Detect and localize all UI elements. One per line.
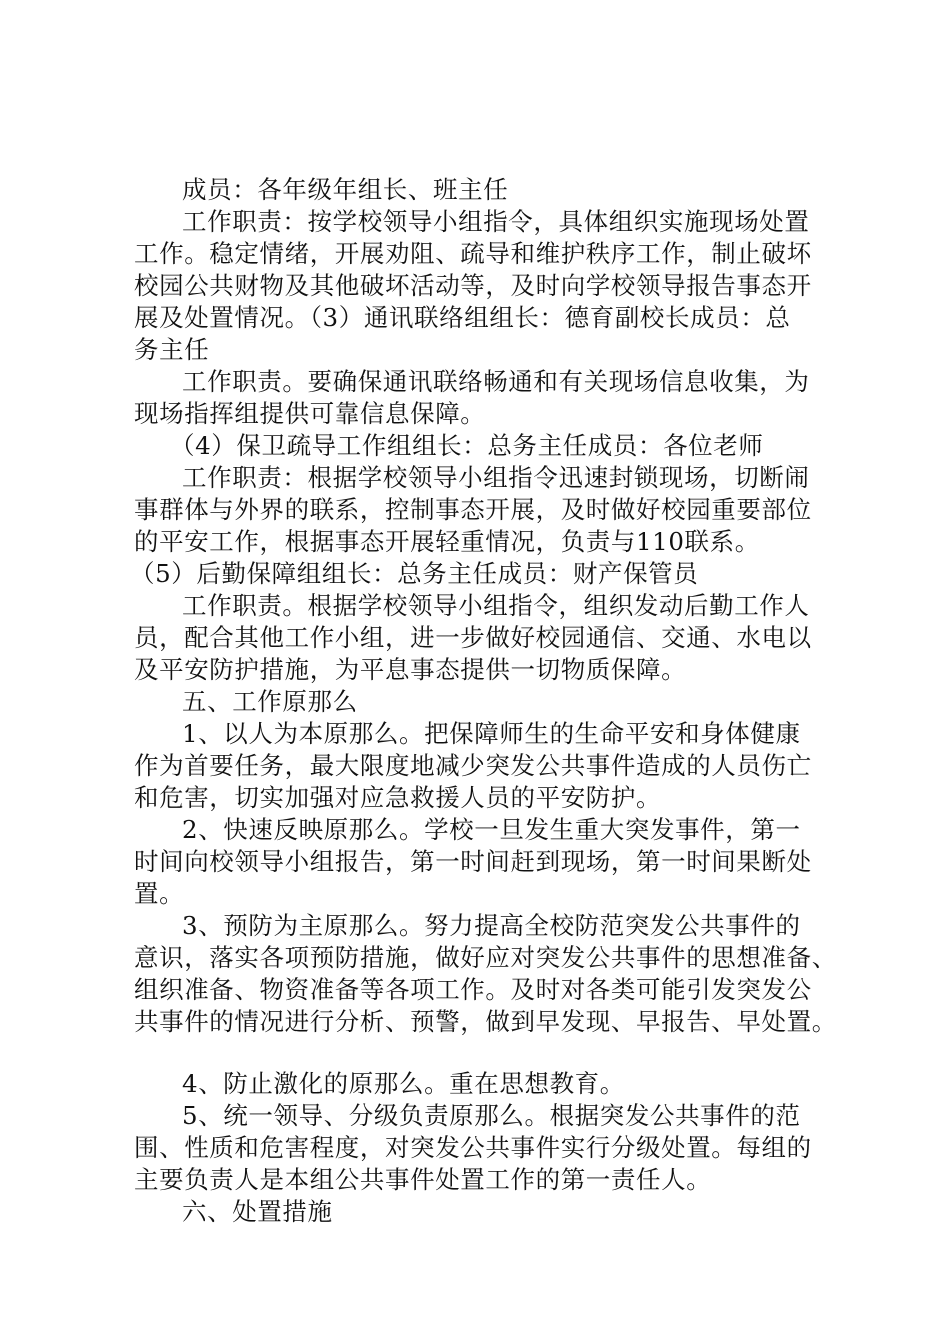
text-line-logistics-group: （5）后勤保障组组长：总务主任成员：财产保管员 (130, 559, 699, 588)
text-line-principle-4: 4、防止激化的原那么。重在思想教育。 (182, 1069, 625, 1098)
text-line-principle-5c: 主要负责人是本组公共事件处置工作的第一责任人。 (134, 1165, 712, 1194)
section-heading-measures: 六、处置措施 (182, 1197, 333, 1226)
text-line-principle-3c: 组织准备、物资准备等各项工作。及时对各类可能引发突发公 (134, 975, 812, 1004)
text-line-principle-2c: 置。 (134, 879, 185, 908)
text-line-members-1: 成员：各年级年组长、班主任 (182, 175, 509, 204)
text-line-security-duty-1: 工作职责：根据学校领导小组指令迅速封锁现场，切断闹 (182, 463, 810, 492)
text-line-principle-3b: 意识，落实各项预防措施，做好应对突发公共事件的思想准备、 (134, 943, 837, 972)
section-heading-principles: 五、工作原那么 (182, 687, 358, 716)
text-line-duty-1: 工作职责：按学校领导小组指令，具体组织实施现场处置 (182, 207, 810, 236)
text-line-logistics-duty-2: 员，配合其他工作小组，进一步做好校园通信、交通、水电以 (134, 623, 812, 652)
text-line-security-duty-2: 事群体与外界的联系，控制事态开展，及时做好校园重要部位 (134, 495, 812, 524)
text-line-principle-1c: 和危害，切实加强对应急救援人员的平安防护。 (134, 783, 662, 812)
text-line-principle-3a: 3、预防为主原那么。努力提高全校防范突发公共事件的 (182, 911, 801, 940)
text-line-principle-1b: 作为首要任务，最大限度地减少突发公共事件造成的人员伤亡 (134, 751, 812, 780)
text-line-duty-3: 校园公共财物及其他破坏活动等，及时向学校领导报告事态开 (134, 271, 812, 300)
text-line-principle-3d: 共事件的情况进行分析、预警，做到早发现、早报告、早处置。 (134, 1007, 837, 1036)
text-line-principle-2a: 2、快速反映原那么。学校一旦发生重大突发事件，第一 (182, 815, 801, 844)
text-line-principle-1a: 1、以人为本原那么。把保障师生的生命平安和身体健康 (182, 719, 801, 748)
text-line-security-group: （4）保卫疏导工作组组长：总务主任成员：各位老师 (170, 431, 764, 460)
text-line-comm-duty-1: 工作职责。要确保通讯联络畅通和有关现场信息收集，为 (182, 367, 810, 396)
text-line-logistics-duty-3: 及平安防护措施，为平息事态提供一切物质保障。 (134, 655, 687, 684)
text-line-comm-duty-2: 现场指挥组提供可靠信息保障。 (134, 399, 486, 428)
text-line-comm-group: 展及处置情况。（3）通讯联络组组长：德育副校长成员：总 (134, 303, 791, 332)
text-line-security-duty-3: 的平安工作，根据事态开展轻重情况，负责与110联系。 (134, 527, 760, 556)
text-line-logistics-duty-1: 工作职责。根据学校领导小组指令，组织发动后勤工作人 (182, 591, 810, 620)
text-line-principle-2b: 时间向校领导小组报告，第一时间赶到现场，第一时间果断处 (134, 847, 812, 876)
text-line-principle-5a: 5、统一领导、分级负责原那么。根据突发公共事件的范 (182, 1101, 801, 1130)
text-line-comm-members: 务主任 (134, 335, 210, 364)
text-line-duty-2: 工作。稳定情绪，开展劝阻、疏导和维护秩序工作，制止破坏 (134, 239, 812, 268)
text-line-principle-5b: 围、性质和危害程度，对突发公共事件实行分级处置。每组的 (134, 1133, 812, 1162)
